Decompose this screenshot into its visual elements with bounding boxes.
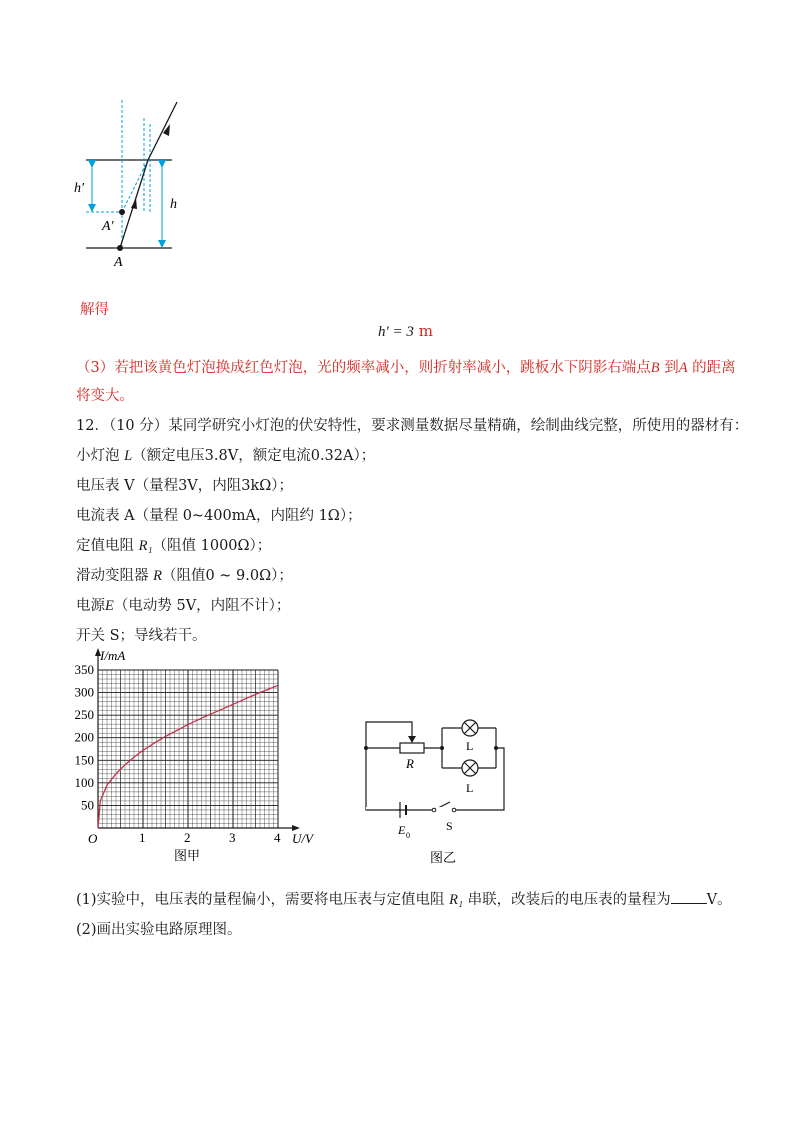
label-s: S <box>446 819 453 833</box>
equipment-item: 电流表 A（量程 0~400mA，内阻约 1Ω）； <box>76 508 362 524</box>
point-a-prime <box>119 209 125 215</box>
y-tick-label: 100 <box>74 774 94 790</box>
junction-dot <box>494 746 498 750</box>
point-a <box>117 245 123 251</box>
sub1-text-pre: (1)实验中，电压表的量程偏小，需要将电压表与定值电阻 <box>76 892 450 908</box>
equipment-item: 电源E（电动势 5V，内阻不计）； <box>76 598 291 614</box>
junction-dot <box>440 746 444 750</box>
label-l2: L <box>466 781 474 795</box>
chart-origin: O <box>88 831 98 846</box>
equipment-item: 滑动变阻器 R（阻值0 ~ 9.0Ω）； <box>76 568 293 584</box>
x-tick-label: 4 <box>274 830 281 845</box>
solution-equation <box>378 322 433 341</box>
x-tick-label: 2 <box>184 830 191 845</box>
question-12-stem: 12．（10 分）某同学研究小灯泡的伏安特性，要求测量数据尽量精确，绘制曲线完整，所使用的器材有： <box>76 418 749 434</box>
slider-arrow <box>408 736 416 743</box>
wire-left <box>366 748 430 810</box>
equipment-item: 开关 S；导线若干。 <box>76 628 207 644</box>
junction-dot <box>364 746 368 750</box>
y-tick-label: 300 <box>74 684 94 700</box>
y-tick-label: 200 <box>74 729 94 745</box>
label-a-prime: A′ <box>102 219 114 234</box>
solution-part3-line1 <box>76 356 736 377</box>
x-tick-label: 1 <box>139 830 146 845</box>
y-tick-label: 250 <box>74 707 94 723</box>
chart-axes <box>95 648 300 831</box>
y-tick-label: 50 <box>81 797 94 813</box>
label-h-prime: h′ <box>74 181 85 196</box>
ray-arrow-upper <box>163 124 170 136</box>
part3-text-a: （3）若把该黄色灯泡换成红色灯泡，光的频率减小，则折射率减小，跳板水下阴影右端点 <box>76 360 651 376</box>
sub1-symbol: R₁ <box>449 892 464 908</box>
part3-point-a: A <box>678 360 688 376</box>
rheostat-r <box>400 743 424 753</box>
label-h: h <box>170 197 177 212</box>
x-tick-label: 3 <box>229 830 236 845</box>
solution-jiede: 解得 <box>80 302 109 318</box>
label-e0-sub: 0 <box>406 831 410 840</box>
sub-question-2: (2)画出实验电路原理图。 <box>76 922 242 938</box>
answer-blank[interactable] <box>671 891 707 904</box>
chart-grid <box>98 670 278 828</box>
chart-ylabel: I/mA <box>100 648 126 663</box>
equipment-item: 定值电阻 R₁（阻值 1000Ω）； <box>76 538 272 554</box>
label-e0: E <box>398 823 406 837</box>
chart-xlabel: U/V <box>292 831 313 846</box>
light-ray <box>120 102 177 248</box>
y-tick-label: 350 <box>74 662 94 677</box>
switch-contact-left <box>432 808 436 812</box>
sub-question-1 <box>76 888 732 909</box>
iu-chart <box>66 644 336 868</box>
chart-caption: 图甲 <box>174 848 201 863</box>
label-a: A <box>114 255 123 270</box>
equation-unit: m <box>418 322 433 340</box>
label-l1: L <box>466 739 474 753</box>
chart-ticks <box>75 662 282 845</box>
part3-point-b: B <box>650 360 660 376</box>
switch-contact-right <box>452 808 456 812</box>
part3-text-b: 到 <box>659 360 679 376</box>
equipment-item: 电压表 V（量程3V，内阻3kΩ）； <box>76 478 294 494</box>
equipment-item: 小灯泡 L（额定电压3.8V，额定电流0.32A）； <box>76 448 376 464</box>
label-r: R <box>406 756 414 771</box>
equation-lhs: h′ = 3 <box>378 324 414 340</box>
sub1-text-post: 串联，改装后的电压表的量程为 <box>463 892 671 908</box>
ray-arrow-lower <box>131 198 137 209</box>
y-tick-label: 150 <box>74 752 94 768</box>
refraction-diagram <box>70 96 200 276</box>
solution-part3-line2: 将变大。 <box>76 388 134 404</box>
part3-text-c: 的距离 <box>687 360 736 376</box>
sub1-unit: V。 <box>706 892 732 908</box>
circuit-diagram <box>350 712 510 868</box>
circuit-caption: 图乙 <box>430 850 457 865</box>
